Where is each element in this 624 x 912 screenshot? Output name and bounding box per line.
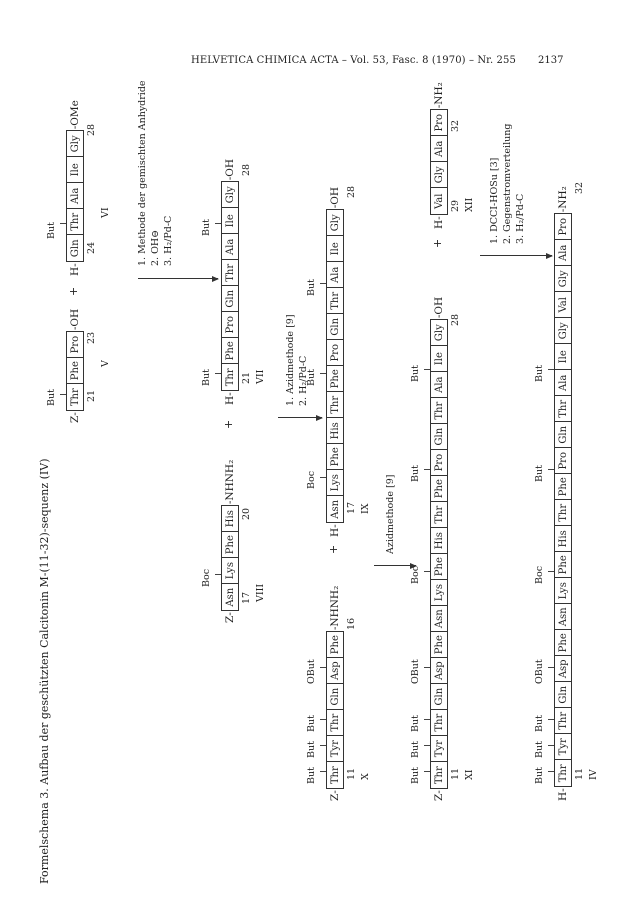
residue: Ala (431, 372, 447, 398)
residue-number-start: 11 (450, 767, 461, 780)
reaction-arrow (138, 278, 218, 279)
residue-number-end: 23 (86, 331, 97, 344)
residue: Gln (327, 314, 343, 340)
residue: Gln (222, 286, 238, 312)
reagent-line: 3. H₂/Pd-C (163, 215, 174, 266)
protecting-group: But (306, 715, 317, 732)
n-terminus: H- (329, 524, 341, 537)
residue: Thr (555, 708, 571, 734)
compound-id: VI (100, 207, 111, 218)
protecting-group: OBut (534, 659, 545, 684)
residue: Phe (67, 358, 83, 384)
residue: Asp (555, 656, 571, 682)
residue: Thr (69, 388, 81, 407)
residue: Pro (67, 332, 83, 358)
reagent-line: 2. OH⊖ (150, 229, 161, 266)
residue-chain (326, 631, 344, 789)
residue: Ile (222, 208, 238, 234)
protecting-group: But (46, 222, 57, 239)
plus-sign: + (222, 419, 235, 429)
residue-chain (430, 319, 448, 789)
residue: Gly (222, 182, 238, 208)
residue: Phe (222, 338, 238, 364)
reaction-conditions (488, 124, 527, 244)
residue: Thr (329, 766, 341, 785)
residue: Pro (555, 448, 571, 474)
n-terminus: H- (69, 263, 81, 276)
residue-number-start: 21 (86, 389, 97, 402)
residue: Thr (557, 764, 569, 783)
residue-number-start: 29 (450, 199, 461, 212)
residue-chain (221, 181, 239, 391)
residue: Gly (431, 162, 447, 188)
residue: Tyr (555, 734, 571, 760)
residue: Asn (224, 587, 236, 607)
n-terminus: H- (224, 392, 236, 405)
residue: His (222, 506, 238, 532)
residue-number-end: 28 (450, 313, 461, 326)
compound-id: XI (464, 769, 475, 780)
protecting-group: But (201, 219, 212, 236)
residue: Lys (222, 558, 238, 584)
residue-chain (430, 109, 448, 215)
residue-number-end: 32 (450, 119, 461, 132)
plus-sign: + (431, 238, 444, 248)
residue: Phe (555, 474, 571, 500)
residue: Thr (555, 396, 571, 422)
n-terminus: Z- (69, 412, 81, 423)
protecting-group: But (410, 767, 421, 784)
protecting-group: Boc (410, 565, 421, 584)
residue: Phe (327, 366, 343, 392)
reagent-line: 1. Azidmethode [9] (285, 314, 296, 406)
reagent-line: 1. Methode der gemischten Anhydride (137, 80, 148, 266)
residue: Val (433, 193, 445, 210)
scheme-caption: Formelschema 3. Aufbau der geschützten Calcitonin M-(11-32)-sequenz (IV) (38, 458, 51, 884)
residue: Ala (431, 136, 447, 162)
residue: Ile (555, 344, 571, 370)
fragment-ix (326, 186, 344, 538)
residue: Phe (555, 552, 571, 578)
fragment-viii (221, 459, 239, 624)
reagent-line: 3. H₂/Pd-C (515, 193, 526, 244)
residue: Pro (555, 214, 571, 240)
residue: Tyr (431, 736, 447, 762)
protecting-group: But (201, 369, 212, 386)
compound-id: VII (255, 369, 266, 384)
residue: Ala (222, 234, 238, 260)
residue: Thr (327, 710, 343, 736)
residue: Asp (327, 658, 343, 684)
residue: Thr (431, 502, 447, 528)
residue: Gln (555, 682, 571, 708)
fragment-xi (430, 296, 448, 802)
protecting-group: But (410, 715, 421, 732)
reagent-line: 2. H₂/Pd-C (298, 355, 309, 406)
residue: Asp (431, 658, 447, 684)
residue-number-start: 17 (346, 501, 357, 514)
residue: Pro (222, 312, 238, 338)
residue-chain (326, 209, 344, 523)
protecting-group: But (534, 465, 545, 482)
residue: Gly (555, 266, 571, 292)
residue-chain (66, 331, 84, 411)
residue: Lys (431, 580, 447, 606)
residue-number-end: 20 (241, 507, 252, 520)
residue: Gln (327, 684, 343, 710)
residue: Thr (555, 500, 571, 526)
residue: Lys (555, 578, 571, 604)
residue: His (555, 526, 571, 552)
residue: Ala (555, 370, 571, 396)
protecting-group: But (46, 389, 57, 406)
protecting-group: OBut (306, 659, 317, 684)
protecting-group: But (534, 365, 545, 382)
journal-title: HELVETICA CHIMICA ACTA – Vol. 53, Fasc. 8 (1970) – Nr. 255 (191, 55, 516, 66)
protecting-group: OBut (410, 659, 421, 684)
residue: Phe (327, 632, 343, 658)
residue-chain (66, 130, 84, 262)
residue: Gly (67, 131, 83, 157)
protecting-group: Boc (201, 568, 212, 587)
residue-number-end: 28 (86, 123, 97, 136)
residue-number-start: 21 (241, 371, 252, 384)
protecting-group: Boc (534, 565, 545, 584)
residue: Phe (431, 476, 447, 502)
residue-number-start: 17 (241, 591, 252, 604)
protecting-group: But (410, 741, 421, 758)
c-terminus: -OH (69, 308, 81, 331)
residue: Ala (67, 183, 83, 209)
residue: His (327, 418, 343, 444)
compound-id: X (360, 773, 371, 780)
n-terminus: Z- (224, 612, 236, 623)
reaction-conditions (136, 80, 175, 266)
protecting-group: But (534, 715, 545, 732)
residue-chain (554, 213, 572, 787)
residue: Thr (224, 368, 236, 387)
protecting-group: But (410, 365, 421, 382)
residue: Gln (555, 422, 571, 448)
reagent-line: Azidmethode [9] (385, 474, 396, 554)
residue: Pro (431, 450, 447, 476)
residue: Phe (431, 632, 447, 658)
residue-number-end: 28 (241, 163, 252, 176)
c-terminus: -NHNH₂ (329, 585, 341, 631)
c-terminus: -NH₂ (433, 82, 445, 109)
residue-number-start: 11 (346, 767, 357, 780)
residue: Pro (431, 110, 447, 136)
protecting-group: Boc (306, 470, 317, 489)
protecting-group: But (534, 767, 545, 784)
residue: Asn (555, 604, 571, 630)
residue: Tyr (327, 736, 343, 762)
residue: Phe (222, 532, 238, 558)
c-terminus: -OH (433, 296, 445, 319)
protecting-group: But (306, 369, 317, 386)
residue: Gly (555, 318, 571, 344)
residue-number-start: 24 (86, 241, 97, 254)
residue: Thr (67, 209, 83, 235)
residue: Lys (327, 470, 343, 496)
compound-id: IV (588, 769, 599, 780)
protecting-group: But (306, 741, 317, 758)
residue: Thr (433, 766, 445, 785)
fragment-x (326, 585, 344, 802)
fragment-v (66, 308, 84, 424)
residue: Thr (431, 710, 447, 736)
c-terminus: -NHNH₂ (224, 459, 236, 505)
reaction-arrow (480, 255, 552, 256)
reaction-arrow (278, 417, 322, 418)
residue: Thr (327, 288, 343, 314)
compound-id: IX (360, 503, 371, 514)
residue: Ala (327, 262, 343, 288)
compound-id: XII (464, 197, 475, 212)
residue-number-end: 28 (346, 185, 357, 198)
c-terminus: -OMe (69, 100, 81, 130)
c-terminus: -NH₂ (557, 186, 569, 213)
residue: His (431, 528, 447, 554)
residue: Gly (327, 210, 343, 236)
fragment-xii (430, 81, 448, 230)
n-terminus: H- (433, 216, 445, 229)
plus-sign: + (327, 544, 340, 554)
n-terminus: H- (557, 788, 569, 801)
residue: Val (555, 292, 571, 318)
residue: Phe (431, 554, 447, 580)
residue: Gln (69, 239, 81, 258)
compound-id: V (100, 360, 111, 367)
residue: Thr (431, 398, 447, 424)
residue: Ile (431, 346, 447, 372)
residue: Thr (327, 392, 343, 418)
residue: Phe (555, 630, 571, 656)
synthesis-scheme (38, 24, 606, 884)
protecting-group: But (306, 767, 317, 784)
plus-sign: + (67, 286, 80, 296)
residue-number-end: 32 (574, 181, 585, 194)
residue-chain (221, 505, 239, 611)
residue: Asn (329, 499, 341, 519)
residue: Ala (555, 240, 571, 266)
c-terminus: -OH (224, 158, 236, 181)
residue: Gln (431, 424, 447, 450)
residue: Gln (431, 684, 447, 710)
protecting-group: But (410, 465, 421, 482)
fragment-vi (66, 99, 84, 277)
c-terminus: -OH (329, 186, 341, 209)
residue: Ile (67, 157, 83, 183)
reagent-line: 1. DCCI-HOSu [3] (489, 157, 500, 244)
residue: Pro (327, 340, 343, 366)
residue: Phe (327, 444, 343, 470)
reaction-conditions (384, 475, 397, 554)
protecting-group: But (306, 279, 317, 296)
residue: Thr (222, 260, 238, 286)
page-number: 2137 (538, 55, 564, 66)
reagent-line: 2. Gegenstromverteilung (502, 123, 513, 244)
residue-number-end: 16 (346, 617, 357, 630)
reaction-conditions (284, 314, 310, 406)
n-terminus: Z- (329, 790, 341, 801)
protecting-group: But (534, 741, 545, 758)
residue: Ile (327, 236, 343, 262)
residue-number-start: 11 (574, 767, 585, 780)
compound-id: VIII (255, 583, 266, 602)
fragment-iv (554, 185, 572, 802)
residue: Asn (431, 606, 447, 632)
fragment-vii (221, 158, 239, 406)
n-terminus: Z- (433, 790, 445, 801)
residue: Gly (431, 320, 447, 346)
